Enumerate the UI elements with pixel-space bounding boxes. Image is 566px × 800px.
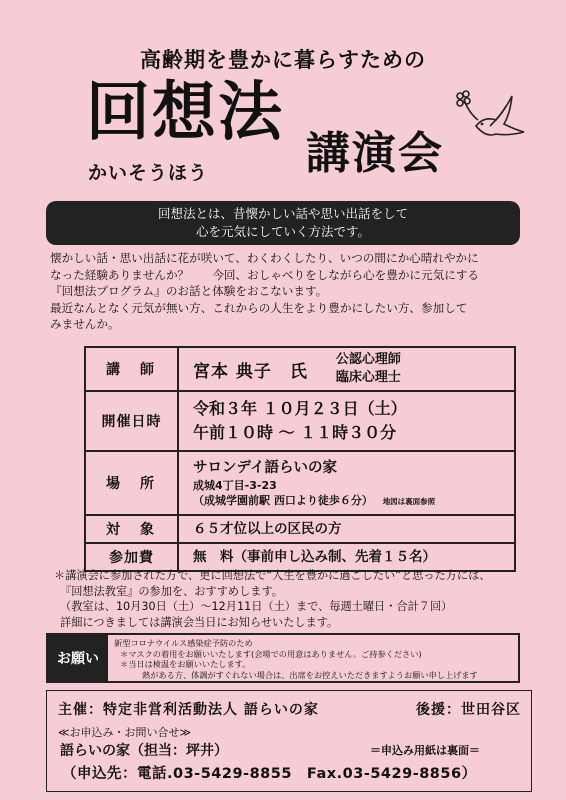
- bird-with-flower-icon: [446, 86, 526, 152]
- event-title-suffix: 講演会: [306, 128, 444, 179]
- event-date: 令和３年 １０月２３日（土）: [193, 399, 407, 418]
- venue-access: （成城学園前駅 西口より徒歩６分）: [193, 493, 373, 507]
- intro-line: なった経験ありませんか？ 今回、おしゃべりをしながら心を豊かに元気にする: [50, 267, 479, 282]
- request-item: 熱がある方、体調がすぐれない場合は、出席をお控えいただきますようお願い申し上げます: [142, 669, 478, 680]
- request-label: お願い: [48, 635, 108, 681]
- contact-heading: ≪お申込み・お問い合せ≫: [58, 726, 192, 739]
- notice-line: 詳細につきましては講演会当日にお知らせいたします。: [60, 615, 339, 629]
- title-reading: かいそうほう: [88, 162, 209, 184]
- notice-line: （教室は、10月30日（土）～12月11日（土）まで、毎週土曜日・合計７回）: [60, 600, 453, 613]
- lecturer-name: 宮本 典子 氏: [193, 361, 308, 382]
- map-note: 地図は裏面参照: [382, 496, 436, 506]
- venue-name: サロンデイ語らいの家: [193, 459, 337, 476]
- intro-text: [50, 250, 530, 333]
- intro-line: 『回想法プログラム』のお話と体験をおこないます。: [50, 284, 328, 298]
- event-info-table: [84, 346, 516, 572]
- definition-line: 心を元気にしていく方法です。: [195, 224, 370, 239]
- target-label: 対 象: [85, 515, 178, 543]
- request-item: ＊当日は検温をお願いいたします。: [120, 659, 251, 669]
- notice-line: 『回想法教室』の参加を、おすすめします。: [60, 584, 283, 598]
- organizer: 主催：特定非営利活動法人 語らいの家: [58, 702, 319, 718]
- date-label: 開催日時: [85, 391, 178, 451]
- notice-line: ＊講演会に参加された方で、更に回想法で“人生を豊かに過ごしたい”と思った方には、: [54, 569, 491, 582]
- event-time: 午前１０時 ～ １１時３０分: [193, 423, 397, 442]
- event-subtitle: 高齢期を豊かに暮らすための: [140, 48, 426, 72]
- lecturer-row: [85, 347, 515, 391]
- fee-value: 無 料（事前申し込み制、先着１５名）: [178, 543, 515, 571]
- place-label: 場 所: [85, 451, 178, 515]
- contact-name: 語らいの家（担当：坪井）: [60, 743, 228, 759]
- intro-line: みませんか。: [50, 317, 120, 331]
- definition-line: 回想法とは、昔懐かしい話や思い出話をして: [157, 206, 408, 221]
- request-item: 新型コロナウイルス感染症予防のため: [114, 638, 253, 648]
- intro-line: 懐かしい話・思い出話に花が咲いて、わくわくしたり、いつの間にか心晴れやかに: [50, 251, 479, 265]
- intro-line: 最近なんとなく元気が無い方、これからの人生をより豊かにしたい方、参加して: [50, 300, 468, 315]
- sponsor: 後援：世田谷区: [416, 702, 521, 718]
- event-title: 回想法: [86, 76, 284, 150]
- target-row: [85, 515, 515, 543]
- definition-banner: [46, 201, 520, 245]
- contact-numbers: （申込先：電話.03-5429-8855 Fax.03-5429-8856）: [62, 766, 477, 782]
- target-value: ６５才位以上の区民の方: [178, 515, 515, 543]
- venue-address: 成城4丁目-3-23: [193, 478, 277, 492]
- lecturer-credential: 臨床心理士: [335, 370, 401, 385]
- request-item: ＊マスクの着用をお願いいたします(会場での用意はありません。ご持参ください): [120, 648, 422, 659]
- form-note: ＝申込み用紙は裏面＝: [370, 744, 480, 757]
- request-box: [46, 633, 520, 683]
- lecturer-credential: 公認心理師: [335, 352, 401, 367]
- date-row: [85, 391, 515, 451]
- fee-label: 参加費: [85, 543, 178, 571]
- fee-row: [85, 543, 515, 571]
- follow-up-notice: [54, 568, 530, 630]
- place-row: [85, 451, 515, 515]
- lecturer-label: 講 師: [85, 347, 178, 391]
